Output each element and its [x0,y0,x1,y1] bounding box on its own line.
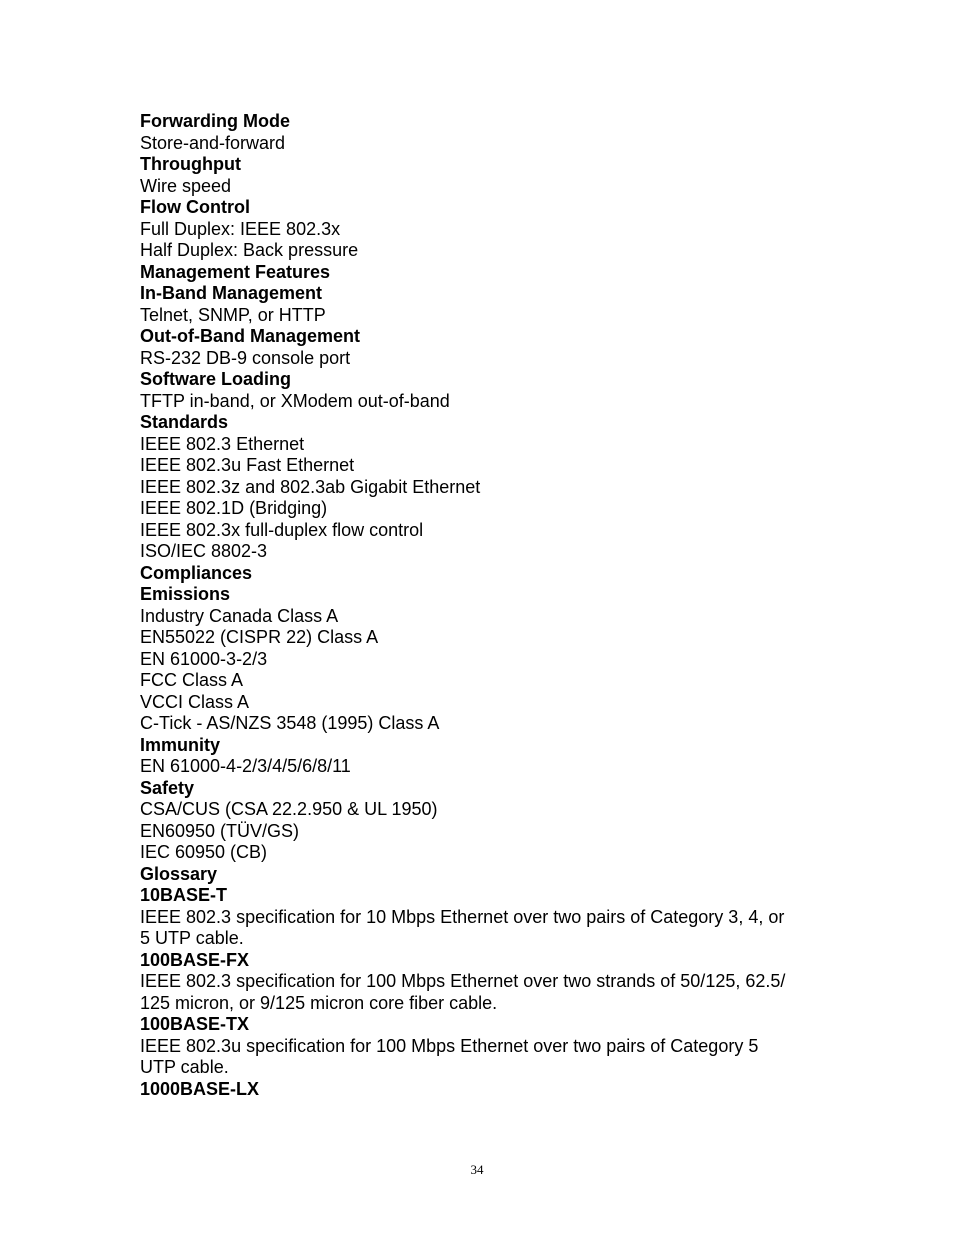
spec-text: IEEE 802.3z and 802.3ab Gigabit Ethernet [140,476,481,497]
spec-text: TFTP in-band, or XModem out-of-band [140,390,450,411]
section-heading: Emissions [140,584,231,604]
spec-text: IEEE 802.3 Ethernet [140,433,305,454]
section-heading: 1000BASE-LX [140,1078,260,1099]
spec-text: Half Duplex: Back pressure [140,240,359,260]
section-heading: In-Band Management [140,283,323,303]
spec-text: Store-and-forward [140,132,286,153]
section-heading: 100BASE-FX [140,949,250,970]
spec-text: EN60950 (TÜV/GS) [140,820,300,841]
spec-text: IEEE 802.3u specification for 100 Mbps Ethernet over two pairs of Category 5 [140,1035,759,1056]
section-heading: Out-of-Band Management [140,326,360,346]
spec-text: IEC 60950 (CB) [140,842,268,862]
spec-text: 125 micron, or 9/125 micron core fiber cable. [140,992,498,1013]
section-heading: Management Features [140,261,331,282]
spec-text: CSA/CUS (CSA 22.2.950 & UL 1950) [140,799,438,819]
spec-text: FCC Class A [140,670,244,690]
section-heading: Compliances [140,562,253,583]
page-number: 34 [470,1162,484,1177]
spec-text: VCCI Class A [140,691,250,712]
section-heading: Glossary [140,863,218,884]
section-heading: Software Loading [140,369,292,389]
section-heading: Throughput [140,154,241,174]
section-heading: Standards [140,412,229,432]
spec-text: ISO/IEC 8802-3 [140,541,268,561]
section-heading: 100BASE-TX [140,1014,250,1034]
spec-text: EN55022 (CISPR 22) Class A [140,627,379,647]
section-heading: Forwarding Mode [140,111,290,131]
section-heading: Immunity [140,734,221,755]
spec-text: IEEE 802.3x full-duplex flow control [140,519,424,540]
spec-text: RS-232 DB-9 console port [140,347,351,368]
spec-text: Full Duplex: IEEE 802.3x [140,218,341,239]
spec-text: EN 61000-4-2/3/4/5/6/8/11 [140,756,351,776]
spec-text: Industry Canada Class A [140,605,339,626]
spec-text: IEEE 802.3 specification for 100 Mbps Ethernet over two strands of 50/125, 62.5/ [140,971,786,991]
spec-text: IEEE 802.3 specification for 10 Mbps Ethernet over two pairs of Category 3, 4, or [140,906,785,927]
spec-text: C-Tick - AS/NZS 3548 (1995) Class A [140,713,440,733]
spec-content [140,111,820,1100]
spec-text: UTP cable. [140,1057,229,1077]
spec-text: Telnet, SNMP, or HTTP [140,304,326,325]
section-heading: Safety [140,777,195,798]
section-heading: 10BASE-T [140,885,228,905]
spec-text: IEEE 802.1D (Bridging) [140,498,328,518]
spec-text: Wire speed [140,175,232,196]
spec-text: IEEE 802.3u Fast Ethernet [140,455,355,475]
section-heading: Flow Control [140,197,250,217]
spec-text: 5 UTP cable. [140,928,244,948]
spec-text: EN 61000-3-2/3 [140,648,268,669]
